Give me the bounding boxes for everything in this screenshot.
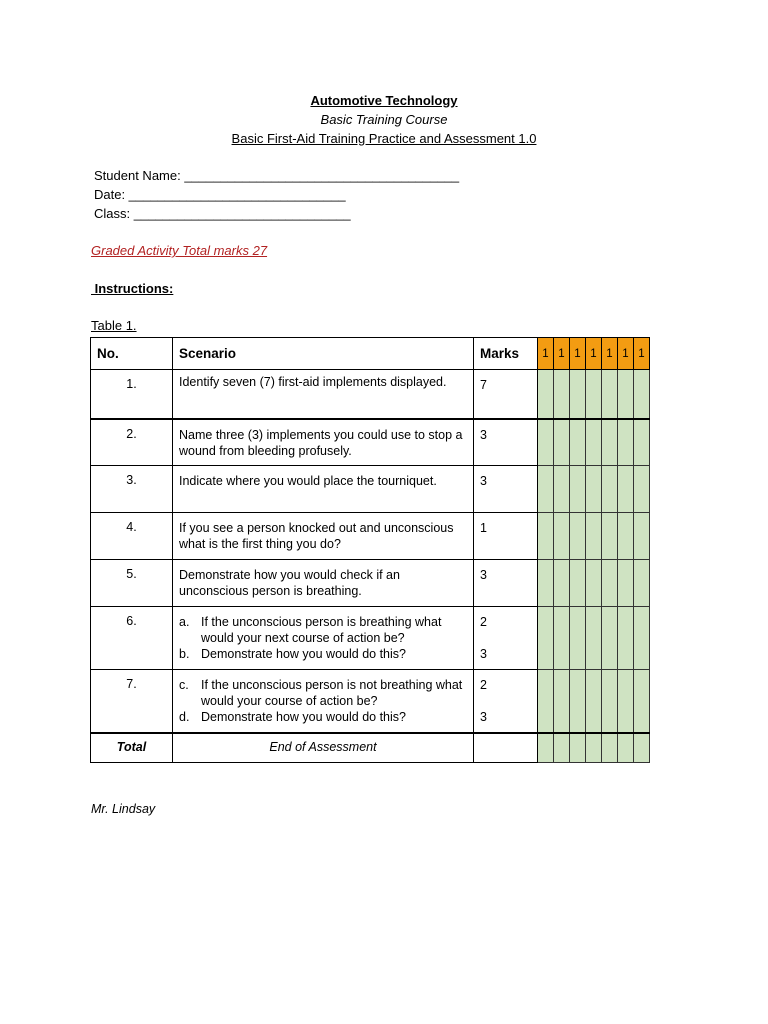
grade-cell[interactable] bbox=[586, 607, 602, 670]
grade-cell[interactable] bbox=[586, 419, 602, 466]
grade-cell[interactable] bbox=[602, 607, 618, 670]
grade-cell[interactable] bbox=[554, 466, 570, 513]
class-field[interactable]: Class: ______________________________ bbox=[94, 206, 351, 221]
row-scenario: Demonstrate how you would check if an unconscious person is breathing. bbox=[173, 560, 474, 607]
row-marks bbox=[474, 607, 538, 670]
grade-cell[interactable] bbox=[634, 419, 650, 466]
row-number: 3. bbox=[91, 466, 173, 513]
row-scenario: If you see a person knocked out and unconscious what is the first thing you do? bbox=[173, 513, 474, 560]
grade-cell[interactable] bbox=[570, 419, 586, 466]
grade-cell[interactable] bbox=[618, 466, 634, 513]
grade-cell[interactable] bbox=[586, 513, 602, 560]
table-label: Table 1. bbox=[91, 318, 137, 333]
sub-item-text: Demonstrate how you would do this? bbox=[201, 710, 406, 724]
grade-cell[interactable] bbox=[634, 733, 650, 763]
end-of-assessment-label: End of Assessment bbox=[173, 733, 474, 763]
row-number: 5. bbox=[91, 560, 173, 607]
grade-cell[interactable] bbox=[586, 670, 602, 733]
grade-header: 1 bbox=[538, 338, 554, 370]
row-marks: 1 bbox=[474, 513, 538, 560]
row-marks: 3 bbox=[474, 419, 538, 466]
grade-cell[interactable] bbox=[602, 370, 618, 419]
grade-cell[interactable] bbox=[570, 607, 586, 670]
sub-item-marks: 3 bbox=[480, 647, 487, 661]
grade-cell[interactable] bbox=[586, 370, 602, 419]
sub-item-text: If the unconscious person is breathing what would your next course of action be? bbox=[201, 615, 442, 645]
grade-cell[interactable] bbox=[554, 607, 570, 670]
sub-item-letter: d. bbox=[179, 710, 190, 724]
sub-item-letter: c. bbox=[179, 678, 189, 692]
graded-activity-note: Graded Activity Total marks 27 bbox=[91, 243, 268, 258]
grade-cell[interactable] bbox=[618, 733, 634, 763]
grade-cell[interactable] bbox=[554, 370, 570, 419]
instructions-heading: Instructions: bbox=[91, 281, 174, 296]
grade-cell[interactable] bbox=[538, 560, 554, 607]
grade-cell[interactable] bbox=[570, 670, 586, 733]
row-number: 2. bbox=[91, 419, 173, 466]
row-marks: 3 bbox=[474, 466, 538, 513]
grade-cell[interactable] bbox=[538, 513, 554, 560]
row-number: 1. bbox=[91, 370, 173, 419]
grade-cell[interactable] bbox=[634, 466, 650, 513]
table-header-row bbox=[91, 338, 650, 370]
sub-item-text: If the unconscious person is not breathing what would your course of action be? bbox=[201, 678, 463, 708]
grade-header: 1 bbox=[586, 338, 602, 370]
grade-cell[interactable] bbox=[586, 466, 602, 513]
table-row bbox=[91, 670, 650, 733]
grade-cell[interactable] bbox=[602, 560, 618, 607]
grade-cell[interactable] bbox=[570, 513, 586, 560]
table-row bbox=[91, 370, 650, 419]
table-row bbox=[91, 560, 650, 607]
grade-cell[interactable] bbox=[538, 419, 554, 466]
sub-item-letter: b. bbox=[179, 647, 190, 661]
grade-cell[interactable] bbox=[538, 733, 554, 763]
grade-header: 1 bbox=[554, 338, 570, 370]
assessment-title: Basic First-Aid Training Practice and Assessment 1.0 bbox=[231, 131, 537, 146]
sub-item-marks: 3 bbox=[480, 710, 487, 724]
grade-cell[interactable] bbox=[554, 513, 570, 560]
student-name-field[interactable]: Student Name: ______________________________________ bbox=[94, 168, 460, 183]
total-row bbox=[91, 733, 650, 763]
grade-cell[interactable] bbox=[634, 513, 650, 560]
grade-cell[interactable] bbox=[538, 466, 554, 513]
row-scenario: Identify seven (7) first-aid implements displayed. bbox=[173, 370, 474, 419]
table-row bbox=[91, 419, 650, 466]
grade-cell[interactable] bbox=[634, 560, 650, 607]
grade-cell[interactable] bbox=[634, 607, 650, 670]
table-row bbox=[91, 513, 650, 560]
row-number: 4. bbox=[91, 513, 173, 560]
grade-cell[interactable] bbox=[618, 560, 634, 607]
sub-item bbox=[179, 709, 467, 725]
grade-cell[interactable] bbox=[554, 733, 570, 763]
grade-cell[interactable] bbox=[618, 419, 634, 466]
grade-header: 1 bbox=[570, 338, 586, 370]
sub-item-letter: a. bbox=[179, 615, 190, 629]
date-field[interactable]: Date: ______________________________ bbox=[94, 187, 346, 202]
grade-cell[interactable] bbox=[602, 513, 618, 560]
total-label: Total bbox=[91, 733, 173, 763]
header-marks: Marks bbox=[474, 338, 538, 370]
row-scenario bbox=[173, 670, 474, 733]
table-row bbox=[91, 607, 650, 670]
grade-cell[interactable] bbox=[554, 419, 570, 466]
grade-cell[interactable] bbox=[538, 607, 554, 670]
grade-cell[interactable] bbox=[570, 370, 586, 419]
grade-cell[interactable] bbox=[538, 370, 554, 419]
sub-item bbox=[179, 646, 467, 662]
grade-header: 1 bbox=[602, 338, 618, 370]
instructor-signature: Mr. Lindsay bbox=[91, 802, 156, 816]
sub-item-marks: 2 bbox=[480, 615, 487, 629]
row-marks bbox=[474, 670, 538, 733]
grade-cell[interactable] bbox=[586, 733, 602, 763]
grade-cell[interactable] bbox=[602, 419, 618, 466]
sub-item bbox=[179, 614, 467, 646]
grade-cell[interactable] bbox=[570, 466, 586, 513]
row-scenario: Indicate where you would place the tourniquet. bbox=[173, 466, 474, 513]
grade-header: 1 bbox=[634, 338, 650, 370]
grade-cell[interactable] bbox=[618, 607, 634, 670]
grade-cell[interactable] bbox=[538, 670, 554, 733]
document-title: Automotive Technology bbox=[310, 93, 458, 108]
grade-cell[interactable] bbox=[602, 670, 618, 733]
header-no: No. bbox=[91, 338, 173, 370]
row-number: 6. bbox=[91, 607, 173, 670]
sub-item bbox=[179, 677, 467, 709]
grade-header: 1 bbox=[618, 338, 634, 370]
grade-cell[interactable] bbox=[554, 560, 570, 607]
header-scenario: Scenario bbox=[173, 338, 474, 370]
assessment-table bbox=[90, 337, 650, 763]
grade-cell[interactable] bbox=[602, 466, 618, 513]
table-row bbox=[91, 466, 650, 513]
total-marks-cell[interactable] bbox=[474, 733, 538, 763]
grade-cell[interactable] bbox=[586, 560, 602, 607]
sub-item-marks: 2 bbox=[480, 678, 487, 692]
row-marks: 7 bbox=[474, 370, 538, 419]
grade-cell[interactable] bbox=[618, 513, 634, 560]
grade-cell[interactable] bbox=[570, 560, 586, 607]
grade-cell[interactable] bbox=[570, 733, 586, 763]
grade-cell[interactable] bbox=[554, 670, 570, 733]
grade-cell[interactable] bbox=[602, 733, 618, 763]
row-scenario bbox=[173, 607, 474, 670]
grade-cell[interactable] bbox=[634, 370, 650, 419]
grade-cell[interactable] bbox=[634, 670, 650, 733]
row-scenario: Name three (3) implements you could use to stop a wound from bleeding profusely. bbox=[173, 419, 474, 466]
grade-cell[interactable] bbox=[618, 370, 634, 419]
row-number: 7. bbox=[91, 670, 173, 733]
row-marks: 3 bbox=[474, 560, 538, 607]
sub-item-text: Demonstrate how you would do this? bbox=[201, 647, 406, 661]
course-subtitle: Basic Training Course bbox=[320, 112, 448, 127]
grade-cell[interactable] bbox=[618, 670, 634, 733]
